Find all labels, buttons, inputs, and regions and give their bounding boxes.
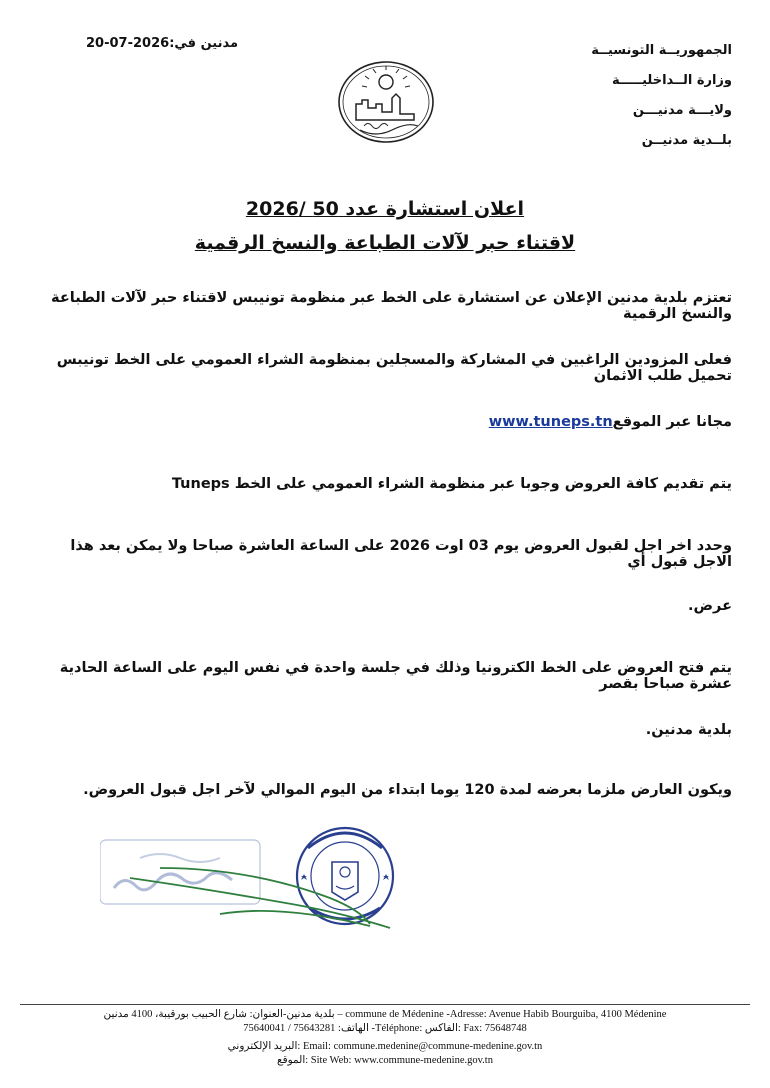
- footer-divider: [20, 1004, 750, 1005]
- paragraph-1: تعتزم بلدية مدنين الإعلان عن استشارة على الخط عبر منظومة تونيبس لاقتناء حبر لآلات الطباعة والنسخ الرقمية: [51, 290, 732, 322]
- paragraph-9: ويكون العارض ملزما بعرضه لمدة 120 يوما ابتداء من اليوم الموالي لآخر اجل قبول العروض.: [83, 782, 732, 798]
- municipality-name: بلــدية مدنيــن: [641, 133, 732, 148]
- title-line-2: لاقتناء حبر لآلات الطباعة والنسخ الرقمية: [194, 232, 576, 254]
- footer-address: بلدية مدنين-العنوان: شارع الحبيب بورقيبة، 4100 مدنين – commune de Médenine -Adresse: Avenue Habib Bourguiba, 4100 Médenine: [103, 1009, 667, 1020]
- institution-header: [512, 36, 732, 156]
- republic-name: الجمهوريــة التونسيــة: [591, 43, 732, 58]
- document-date: [86, 36, 238, 51]
- announcement-title: [150, 198, 620, 220]
- tuneps-link[interactable]: www.tuneps.tn: [488, 414, 613, 430]
- footer-phone-fax: الهاتف: 75643281 / 75640041 -Téléphone: الفاكس: Fax: 75648748: [243, 1023, 527, 1034]
- paragraph-5: وحدد اخر اجل لقبول العروض يوم 03 اوت 2026 على الساعة العاشرة صباحا ولا يمكن بعد هذا الاجل قبول أي: [70, 538, 732, 570]
- paragraph-3: [36, 414, 732, 430]
- paragraph-8: بلدية مدنين.: [645, 722, 732, 738]
- paragraph-6: عرض.: [688, 598, 732, 614]
- paragraph-7: يتم فتح العروض على الخط الكترونيا وذلك في جلسة واحدة في نفس اليوم على الساعة الحادية عشرة صباحا بقصر: [59, 660, 732, 692]
- title-line-1: اعلان استشارة عدد 50 /2026: [245, 198, 525, 220]
- date-value: 2026-07-20: [86, 36, 170, 51]
- footer-email: البريد الإلكتروني: Email: commune.medenine@commune-medenine.gov.tn: [227, 1041, 543, 1052]
- official-stamp-signature-icon: [100, 818, 410, 938]
- governorate-name: ولايـــة مدنيـــن: [632, 103, 732, 118]
- announcement-subtitle: [150, 232, 620, 254]
- ministry-name: وزارة الــداخليـــــة: [612, 73, 732, 88]
- footer-website: الموقع: Site Web: www.commune-medenine.gov.tn: [277, 1055, 493, 1066]
- municipality-logo-icon: [336, 60, 436, 144]
- date-label: مدنين في:: [169, 36, 239, 51]
- paragraph-4: يتم تقديم كافة العروض وجوبا عبر منظومة الشراء العمومي على الخط Tuneps: [171, 476, 732, 492]
- paragraph-3-text: مجانا عبر الموقع: [612, 414, 732, 430]
- paragraph-2: فعلى المزودين الراغبين في المشاركة والمسجلين بمنظومة الشراء العمومي على الخط تونيبس تحميل طلب الاثمان: [56, 352, 732, 384]
